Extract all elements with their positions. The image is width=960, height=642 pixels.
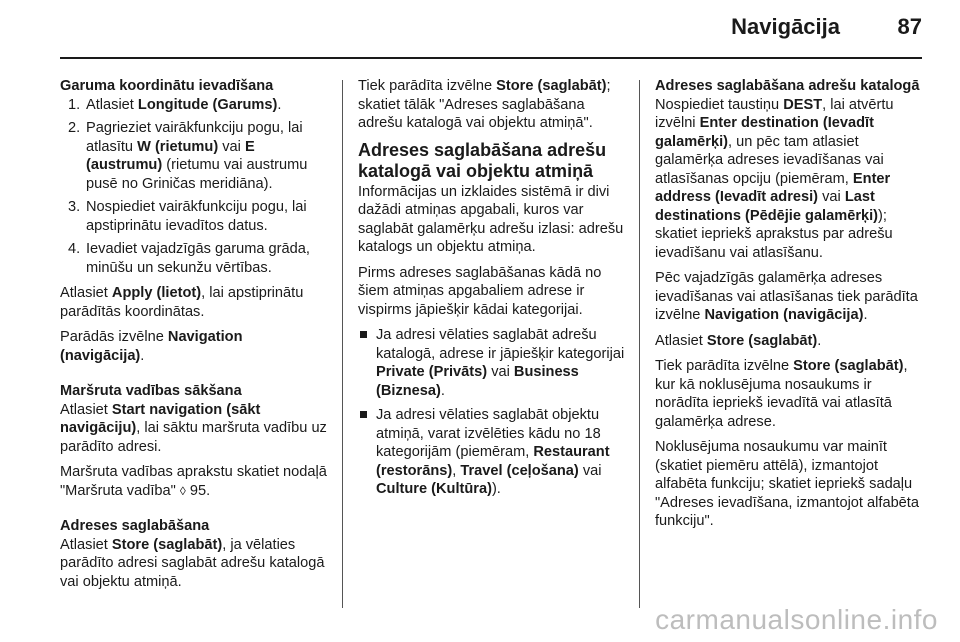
section-title: Adreses saglabāšana adrešu katalogā vai objektu atmiņā <box>358 139 607 181</box>
bullet-icon <box>360 331 367 338</box>
paragraph: Parādās izvēlne Navigation (navigācija). <box>60 329 243 364</box>
numbered-list <box>60 96 328 278</box>
cross-reference-icon: ◊ <box>179 483 186 498</box>
paragraph: Pēc vajadzīgās galamērķa adreses ievadīšanas vai atlasīšanas tiek parādīta izvēlne Navigation (navigācija). <box>655 270 918 323</box>
list-item: Ja adresi vēlaties saglabāt adrešu katalogā, adrese ir jāpiešķir kategorijai Private (Privāts) vai Business (Biznesa). <box>358 326 626 400</box>
paragraph: Nospiediet taustiņu DEST, lai atvērtu izvēlni Enter destination (Ievadīt galamērķi), un pēc tam atlasiet galamērķa adreses ievadīšanas vai atlasīšanas opciju (piemēram, Enter address (Ievadīt adresi) vai Last destinations (Pēdējie galamērķi)); skatiet iepriekš aprakstus par adrešu ievadīšanu vai atlasīšanu. <box>655 96 894 261</box>
column-2 <box>358 77 626 505</box>
column-1 <box>60 77 328 598</box>
paragraph: Tiek parādīta izvēlne Store (saglabāt), kur kā noklusējuma nosaukums ir norādīta iepriekš ievadītā vai atlasītā galamērķa adrese. <box>655 358 908 430</box>
paragraph: Atlasiet Start navigation (sākt navigāciju), lai sāktu maršruta vadību uz parādīto adresi. <box>60 401 327 455</box>
list-item: Ja adresi vēlaties saglabāt objektu atmiņā, varat izvēlēties kādu no 18 kategorijām (piemēram, Restaurant (restorāns), Travel (ceļošana) vai Culture (Kultūra)). <box>358 406 626 499</box>
section-heading: Adreses saglabāšana adrešu katalogā <box>655 78 920 94</box>
bullet-icon <box>360 411 367 418</box>
paragraph: Pirms adreses saglabāšanas kādā no šiem atmiņas apgabaliem adrese ir vispirms jāpiešķir kādai kategorijai. <box>358 264 602 318</box>
paragraph: Informācijas un izklaides sistēmā ir divi dažādi atmiņas apgabali, kuros var saglabāt galamērķu adrešu izlasi: adrešu katalogs un objektu atmiņa. <box>358 183 624 255</box>
header-rule <box>60 57 922 59</box>
watermark: carmanualsonline.info <box>655 604 938 635</box>
page-title: Navigācija <box>731 14 840 39</box>
column-divider <box>639 80 640 608</box>
section-heading: Maršruta vadības sākšana <box>60 383 242 399</box>
paragraph: Atlasiet Store (saglabāt). <box>655 332 822 349</box>
paragraph: Noklusējuma nosaukumu var mainīt (skatiet piemēru attēlā), izmantojot alfabēta funkciju; skatiet iepriekš sadaļu "Adreses ievadīšana, izmantojot alfabēta funkciju". <box>655 439 919 529</box>
list-item: 3. Nospiediet vairākfunkciju pogu, lai apstiprinātu ievadītos datus. <box>68 199 307 234</box>
list-item: 1. Atlasiet Longitude (Garums). <box>68 96 282 113</box>
page-number: 87 <box>897 14 922 39</box>
section-heading: Adreses saglabāšana <box>60 518 210 534</box>
paragraph: Atlasiet Apply (lietot), lai apstiprinātu parādītās koordinātas. <box>60 285 304 320</box>
column-divider <box>342 80 343 608</box>
list-item: 2. Pagrieziet vairākfunkciju pogu, lai atlasītu W (rietumu) vai E (austrumu) (rietumu vai austrumu pusē no Griničas meridiāna). <box>68 120 308 192</box>
paragraph: Maršruta vadības aprakstu skatiet nodaļā "Maršruta vadība" ◊ 95. <box>60 464 327 499</box>
column-3 <box>655 77 923 538</box>
bullet-list <box>358 326 626 499</box>
paragraph: Tiek parādīta izvēlne Store (saglabāt); skatiet tālāk "Adreses saglabāšana adrešu katalogā vai objektu atmiņā". <box>358 78 611 131</box>
list-item: 4. Ievadiet vajadzīgās garuma grāda, minūšu un sekunžu vērtības. <box>68 241 310 276</box>
paragraph: Atlasiet Store (saglabāt), ja vēlaties parādīto adresi saglabāt adrešu katalogā vai objektu atmiņā. <box>60 536 325 590</box>
section-heading: Garuma koordinātu ievadīšana <box>60 78 274 94</box>
